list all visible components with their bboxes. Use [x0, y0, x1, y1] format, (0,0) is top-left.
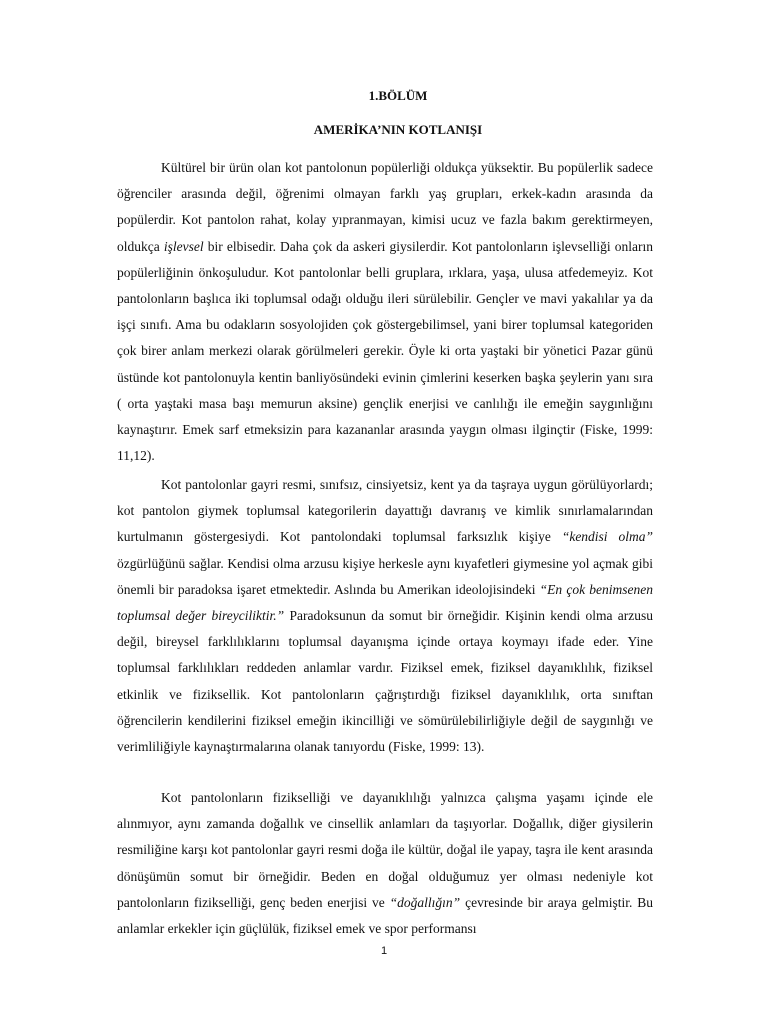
- paragraph-1: [117, 155, 653, 469]
- paragraph-text: çevresinde bir araya gelmiştir. Bu anlamlar erkekler için güçlülük, fiziksel emek ve spor performansı: [117, 894, 653, 937]
- chapter-heading: 1.BÖLÜM: [368, 88, 428, 103]
- italic-term: işlevsel: [163, 238, 204, 254]
- paragraph-text: Paradoksunun da somut bir örneğidir. Kişinin kendi olma arzusu değil, bireysel farklılıklarını toplumsal dayanışma içinde ortaya koymayı ifade eder. Yine toplumsal farklılıkları reddeden anlamlar vardır. Fiziksel emek, fiziksel dayanıklılık, fiziksel etkinlik ve fiziksellik. Kot pantolonların çağrıştırdığı fiziksel dayanıklılık, orta sınıftan öğrencilerin kendilerini fiziksel emeğin ikincilliği ve sömürülebilirliğiyle değil de saygınlığı ve verimliliğiyle kaynaştırmalarına olanak tanıyordu (Fiske, 1999: 13).: [117, 608, 654, 755]
- italic-quote: “En çok benimsenen toplumsal değer bireyciliktir.”: [117, 581, 654, 624]
- paragraph-text: Kot pantolonlar gayri resmi, sınıfsız, cinsiyetsiz, kent ya da taşraya uygun görülüyorlardı; kot pantolon giymek toplumsal kategorilerin dayattığı davranış ve kimlik sınırlamalarından kurtulmanın göstergesiydi. Kot pantolondaki toplumsal farksızlık kişiye: [117, 477, 653, 545]
- paragraph-2: [117, 472, 653, 760]
- paragraph-3: [117, 785, 653, 942]
- paragraph-text: bir elbisedir. Daha çok da askeri giysilerdir. Kot pantolonların işlevselliği onların popülerliğinin önkoşuludur. Kot pantolonlar belli gruplara, ırklara, yaşa, ulusa atfedemeyiz. Kot pantolonların başlıca iki toplumsal odağı olduğu ileri sürülebilir. Gençler ve mavi yakalılar ya da işçi sınıfı. Ama bu odakların sosyolojiden çok göstergebilimsel, yani birer toplumsal kategoriden çok birer anlam merkezi olarak görülmeleri gerekir. Öyle ki orta yaştaki bir yönetici Pazar günü üstünde kot pantolonuyla kentin banliyösündeki evinin çimlerini keserken başka şeylerin yanı sıra ( orta yaştaki masa başı memurun aksine) gençlik enerjisi ve canlılığı ile emeğin saygınlığını kaynaştırır. Emek sarf etmeksizin para kazananlar arasında yaygın olması ilginçtir (Fiske, 1999: 11,12).: [117, 238, 653, 464]
- page-number: 1: [380, 945, 388, 957]
- italic-term: “doğallığın”: [389, 894, 461, 910]
- paragraph-text: Kot pantolonların fizikselliği ve dayanıklılığı yalnızca çalışma yaşamı içinde ele alınmıyor, aynı zamanda doğallık ve cinsellik anlamları da taşıyorlar. Doğallık, diğer giysilerin resmiliğine karşı kot pantolonlar gayri resmi doğa ile kültür, doğal ile yapay, taşra ile kent arasında dönüşümün somut bir örneğidir. Beden en doğal olduğumuz yer olması nedeniyle kot pantolonların fizikselliği, genç beden enerjisi ve: [117, 790, 653, 910]
- section-title: AMERİKA’NIN KOTLANIŞI: [313, 122, 483, 137]
- paragraph-text: Kültürel bir ürün olan kot pantolonun popülerliği oldukça yüksektir. Bu popülerlik sadece öğrenciler arasında değil, öğrenimi olmayan farklı yaş grupları, erkek-kadın arasında da popülerdir. Kot pantolon rahat, kolay yıpranmayan, kimisi ucuz ve fazla bakım gerektirmeyen, oldukça: [117, 160, 653, 254]
- italic-term: “kendisi olma”: [561, 529, 653, 545]
- paragraph-text: özgürlüğünü sağlar. Kendisi olma arzusu kişiye herkesle aynı kıyafetleri giymesine yol açmak gibi önemli bir paradoksa işaret etmektedir. Aslında bu Amerikan ideolojisindeki: [117, 555, 653, 597]
